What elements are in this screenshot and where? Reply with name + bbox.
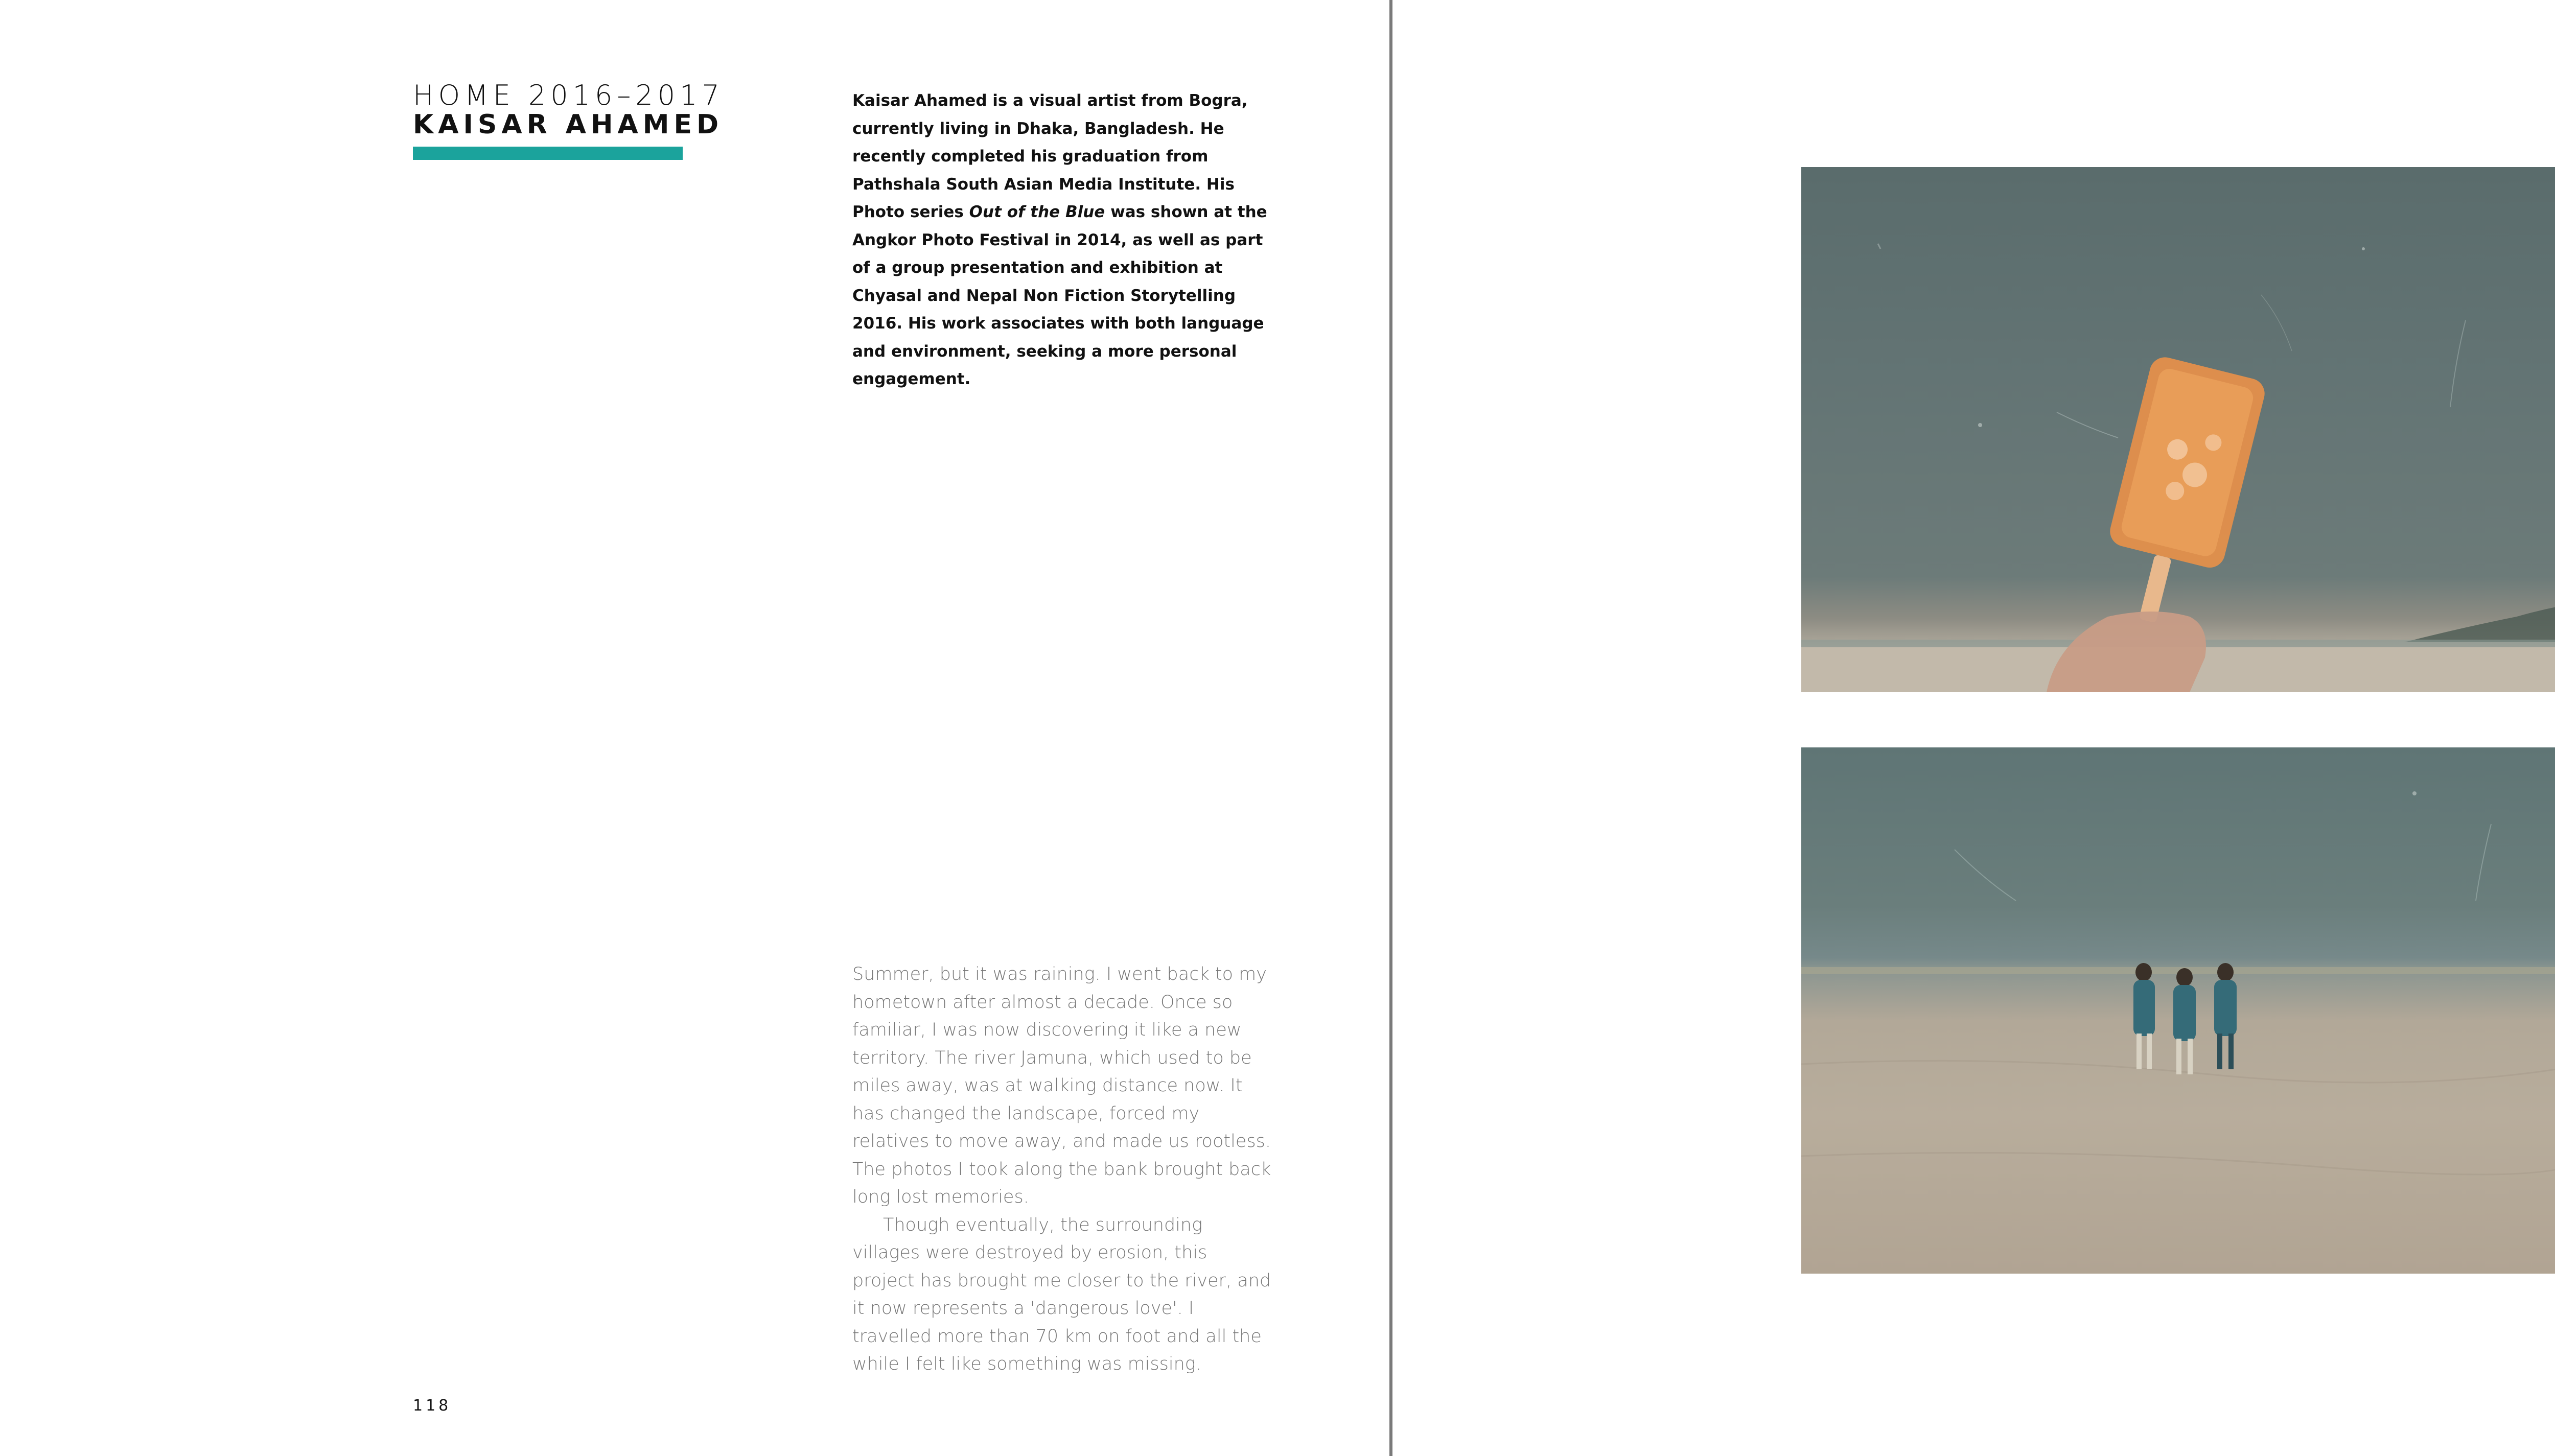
- bio-text-end: was shown at the Angkor Photo Festival in 2014, as well as part of a group presentation and exhibition at Chyasal and Nepal Non Fiction Storytelling 2016. His work associates with both language and environment, seeking a more personal engagement.: [852, 203, 1267, 388]
- photo-three-figures: [1801, 747, 2555, 1274]
- artist-name: KAISAR AHAMED: [413, 109, 724, 140]
- project-statement: [852, 960, 1271, 1378]
- ice-lolly-photo-illustration: [1801, 167, 2555, 692]
- riverbank-photo-illustration: [1801, 747, 2555, 1274]
- photo-ice-lolly: [1801, 167, 2555, 692]
- artist-bio: [852, 87, 1276, 393]
- page-gutter: [1389, 0, 1392, 1456]
- page-number: 118: [413, 1397, 452, 1415]
- series-title: HOME 2016–2017: [413, 79, 724, 111]
- bio-text-start: Kaisar Ahamed is a visual artist from Bogra, currently living in Dhaka, Bangladesh. He recently completed his graduation from Pathshala South Asian Media Institute. His Photo series: [852, 91, 1248, 221]
- accent-bar: [413, 147, 683, 160]
- statement-paragraph-2: Though eventually, the surrounding villages were destroyed by erosion, this project has brought me closer to the river, and it now represents a 'dangerous love'. I travelled more than 70 km on foot and all the while I felt like something was missing.: [852, 1214, 1271, 1374]
- statement-paragraph-1: Summer, but it was raining. I went back to my hometown after almost a decade. Once so familiar, I was now discovering it like a new territory. The river Jamuna, which used to be miles away, was at walking distance now. It has changed the landscape, forced my relatives to move away, and made us rootless. The photos I took along the bank brought back long lost memories.: [852, 964, 1271, 1207]
- bio-series-name: Out of the Blue: [969, 203, 1105, 221]
